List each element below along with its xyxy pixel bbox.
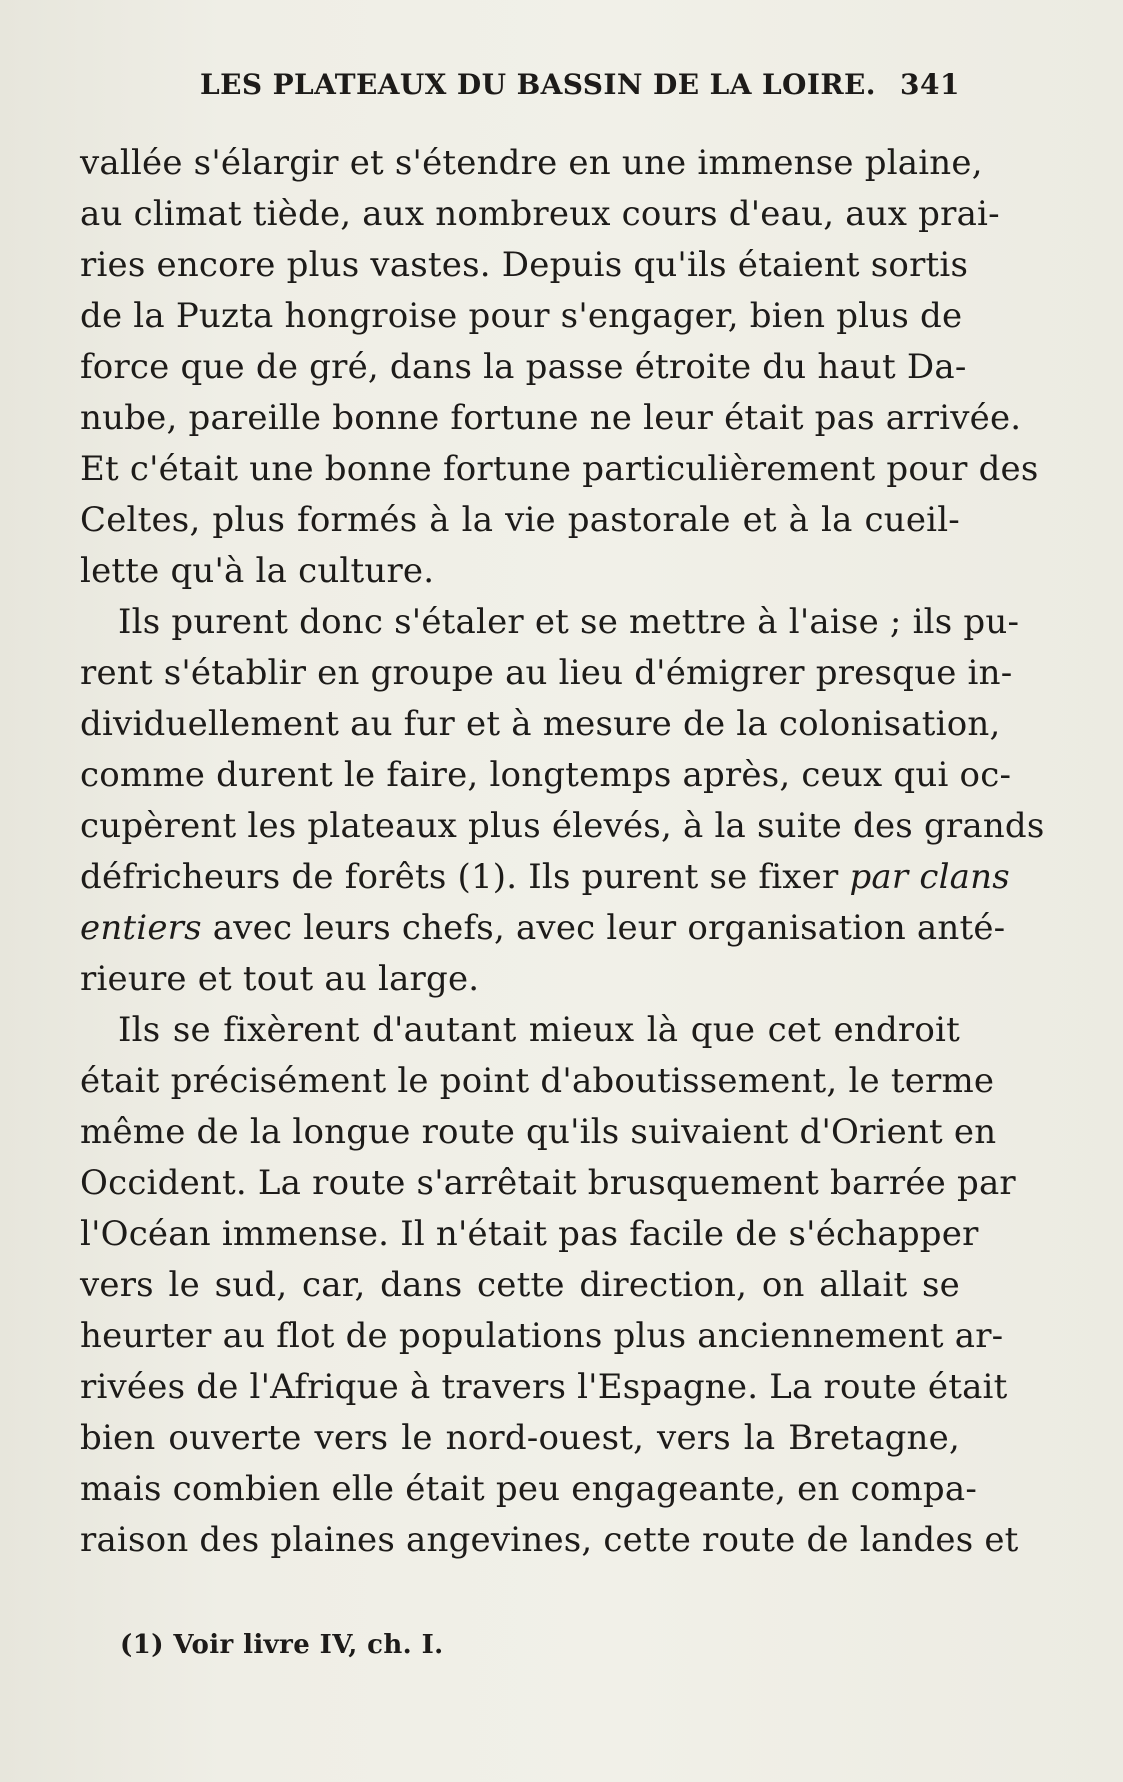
text-line: même de la longue route qu'ils suivaient d'Orient en xyxy=(80,1112,997,1152)
text-line: heurter au flot de populations plus anciennement ar- xyxy=(80,1316,1004,1356)
text-line: nube, pareille bonne fortune ne leur était pas arrivée. xyxy=(80,398,1022,438)
text-line: Ils se fixèrent d'autant mieux là que cet endroit xyxy=(118,1010,960,1050)
body-text xyxy=(80,138,1045,1566)
text-line: Celtes, plus formés à la vie pastorale et à la cueil- xyxy=(80,500,960,540)
text-line: au climat tiède, aux nombreux cours d'eau, aux prai- xyxy=(80,194,1000,234)
text-line: de la Puzta hongroise pour s'engager, bien plus de xyxy=(80,296,963,336)
italic-phrase: entiers xyxy=(80,908,202,948)
text-line: rent s'établir en groupe au lieu d'émigrer presque in- xyxy=(80,653,1013,693)
text-line: était précisément le point d'aboutissement, le terme xyxy=(80,1061,995,1101)
text-line: raison des plaines angevines, cette route de landes et xyxy=(80,1520,1019,1560)
text-line: Et c'était une bonne fortune particulièrement pour des xyxy=(80,449,1039,489)
text-line-with-italic xyxy=(80,852,1010,903)
footnote: (1) Voir livre IV, ch. I. xyxy=(120,1630,444,1660)
text-line: rivées de l'Afrique à travers l'Espagne. La route était xyxy=(80,1367,1008,1407)
running-head xyxy=(200,68,960,108)
text-line: vers le sud, car, dans cette direction, on allait se xyxy=(80,1265,960,1305)
running-title: LES PLATEAUX DU BASSIN DE LA LOIRE. xyxy=(200,68,876,101)
text-line: l'Océan immense. Il n'était pas facile de s'échapper xyxy=(80,1214,979,1254)
text-segment: défricheurs de forêts (1). Ils purent se fixer xyxy=(80,857,839,897)
text-line: ries encore plus vastes. Depuis qu'ils étaient sortis xyxy=(80,245,969,285)
italic-phrase: par clans xyxy=(849,857,1010,897)
text-line: lette qu'à la culture. xyxy=(80,551,435,591)
text-line: cupèrent les plateaux plus élevés, à la suite des grands xyxy=(80,806,1045,846)
text-line: rieure et tout au large. xyxy=(80,959,480,999)
page-number: 341 xyxy=(900,68,960,101)
text-segment: avec leurs chefs, avec leur organisation anté- xyxy=(212,908,1006,948)
text-line: Occident. La route s'arrêtait brusquement barrée par xyxy=(80,1163,1016,1203)
text-line: dividuellement au fur et à mesure de la colonisation, xyxy=(80,704,1001,744)
text-line: mais combien elle était peu engageante, en compa- xyxy=(80,1469,978,1509)
text-line: bien ouverte vers le nord-ouest, vers la Bretagne, xyxy=(80,1418,960,1458)
text-line: vallée s'élargir et s'étendre en une immense plaine, xyxy=(80,143,983,183)
text-line-with-italic xyxy=(80,903,1006,954)
text-line: force que de gré, dans la passe étroite du haut Da- xyxy=(80,347,967,387)
text-line: comme durent le faire, longtemps après, ceux qui oc- xyxy=(80,755,1012,795)
text-line: Ils purent donc s'étaler et se mettre à l'aise ; ils pu- xyxy=(118,602,1020,642)
